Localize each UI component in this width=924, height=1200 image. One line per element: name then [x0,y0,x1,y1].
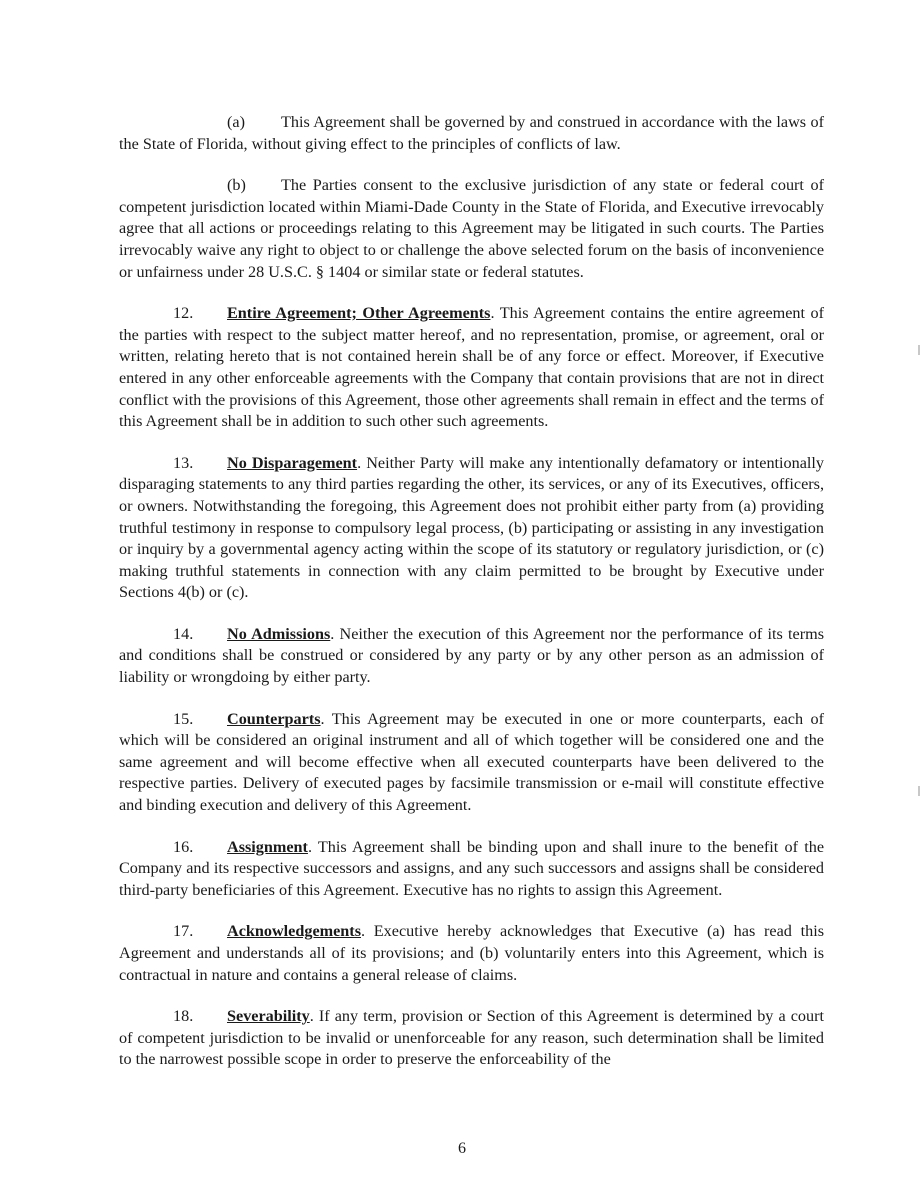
scan-edge-mark [918,786,920,796]
paragraph-number: (b) [227,176,246,195]
section-number: 16. [173,837,194,856]
section-12 [119,303,824,433]
section-text: Neither the execution of this Agreement nor the performance of its terms and conditions shall be construed or considered by any party or by any other person as an admission of liability or wrongdoing by either party. [119,624,824,687]
document-page [119,112,824,1091]
paragraph-11a [119,112,824,155]
section-heading-period: . [490,304,495,323]
section-heading: No Disparagement [227,453,358,472]
section-heading: Counterparts [227,709,321,728]
scan-edge-mark [918,345,920,355]
section-text: This Agreement contains the entire agreement of the parties with respect to the subject matter hereof, and no representation, promise, or agreement, oral or written, relating hereto that is not contained herein shall be of any force or effect. Moreover, if Executive entered in any other enforceable agreements with the Company that contain provisions that are not in direct conflict with the provisions of this Agreement, those other agreements shall remain in effect and the terms of this Agreement shall be in addition to such other such agreements. [119,304,825,431]
section-heading-period: . [361,922,366,941]
section-heading-period: . [320,709,325,728]
section-13 [119,453,824,604]
section-number: 15. [173,709,194,728]
section-number: 17. [173,922,194,941]
section-15 [119,709,824,817]
paragraph-text: The Parties consent to the exclusive jurisdiction of any state or federal court of competent jurisdiction located within Miami-Dade County in the State of Florida, and Executive irrevocably agree that all actions or proceedings relating to this Agreement may be litigated in such courts. The Parties irrevocably waive any right to object to or challenge the above selected forum on the basis of inconvenience or unfairness under 28 U.S.C. § 1404 or similar state or federal statutes. [119,176,824,281]
section-heading: Severability [227,1007,310,1026]
section-number: 12. [173,304,194,323]
section-18 [119,1006,824,1071]
section-number: 13. [173,453,194,472]
section-number: 18. [173,1007,194,1026]
section-heading: Entire Agreement; Other Agreements [227,304,491,323]
section-heading-period: . [357,453,362,472]
section-heading-period: . [309,1007,314,1026]
section-14 [119,624,824,689]
section-heading-period: . [307,837,312,856]
section-heading: Acknowledgements [227,922,361,941]
section-17 [119,921,824,986]
section-heading-period: . [330,624,335,643]
section-heading: No Admissions [227,624,331,643]
paragraph-number: (a) [227,113,245,131]
section-text: Neither Party will make any intentionally defamatory or intentionally disparaging statements to any third parties regarding the other, its services, or any of its Executives, officers, or owners. Notwithstanding the foregoing, this Agreement does not prohibit either party from (a) providing truthful testimony in response to compulsory legal process, (b) participating or assisting in any investigation or inquiry by a governmental agency acting within the scope of its statutory or regulatory jurisdiction, or (c) making truthful statements in connection with any claim permitted to be brought by Executive under Sections 4(b) or (c). [119,453,824,602]
paragraph-text: This Agreement shall be governed by and construed in accordance with the laws of the State of Florida, without giving effect to the principles of conflicts of law. [119,113,824,153]
section-text: Executive hereby acknowledges that Executive (a) has read this Agreement and understands all of its provisions; and (b) voluntarily enters into this Agreement, which is contractual in nature and contains a general release of claims. [119,922,824,984]
section-text: This Agreement shall be binding upon and shall inure to the benefit of the Company and its respective successors and assigns, and any such successors and assigns shall be considered third-party beneficiaries of this Agreement. Executive has no rights to assign this Agreement. [119,837,824,899]
section-16 [119,837,824,902]
section-heading: Assignment [227,837,308,856]
paragraph-11b [119,175,824,283]
section-number: 14. [173,624,194,643]
section-text: If any term, provision or Section of this Agreement is determined by a court of competent jurisdiction to be invalid or unenforceable for any reason, such determination shall be limited to the narrowest possible scope in order to preserve the enforceability of the [119,1007,824,1069]
section-text: This Agreement may be executed in one or more counterparts, each of which will be considered an original instrument and all of which together will be considered one and the same agreement and will become effective when all executed counterparts have been delivered to the respective parties. Delivery of executed pages by facsimile transmission or e-mail will constitute effective and binding execution and delivery of this Agreement. [119,709,824,815]
page-number: 6 [458,1140,466,1157]
